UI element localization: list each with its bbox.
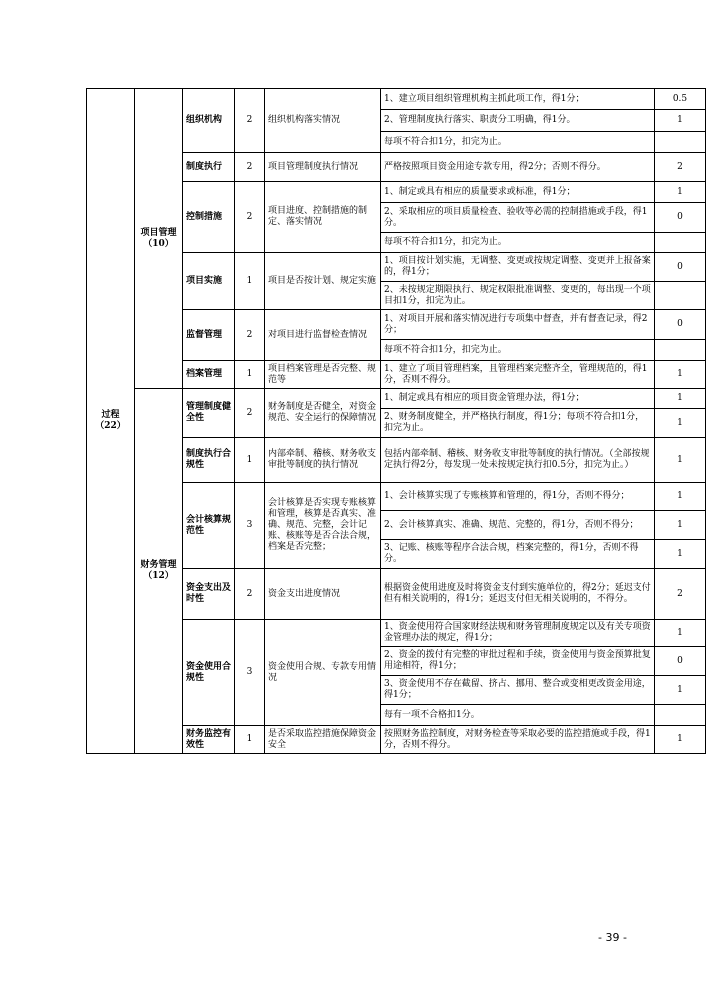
stage-label: 过程 bbox=[101, 410, 120, 420]
table-body bbox=[87, 89, 706, 754]
score-value: 1 bbox=[655, 182, 706, 203]
indicator-description: 是否采取监控措施保障资金安全 bbox=[265, 726, 381, 754]
score-value: 0 bbox=[655, 203, 706, 233]
score-value bbox=[655, 282, 706, 310]
criteria-text: 2、未按规定期限执行、规定权限批准调整、变更的，每出现一个项目扣1分，扣完为止。 bbox=[381, 282, 655, 310]
group-label-cell bbox=[135, 389, 183, 754]
score-value bbox=[655, 705, 706, 726]
indicator-description: 组织机构落实情况 bbox=[265, 89, 381, 153]
criteria-text: 包括内部牵制、稽核、财务收支审批等制度的执行情况。（全部按规定执行得2分，每发现一处未按规定执行扣0.5分，扣完为止。） bbox=[381, 438, 655, 483]
score-value: 1 bbox=[655, 438, 706, 483]
criteria-text: 1、建立了项目管理档案，且管理档案完整齐全，管理规范的，得1分，否则不得分。 bbox=[381, 361, 655, 389]
indicator-description: 资金使用合规、专款专用情况 bbox=[265, 620, 381, 726]
indicator-description: 项目进度、控制措施的制定、落实情况 bbox=[265, 182, 381, 253]
indicator-weight: 1 bbox=[235, 726, 265, 754]
indicator-description: 财务制度是否健全，对资金规范、安全运行的保障情况 bbox=[265, 389, 381, 438]
score-value: 1 bbox=[655, 361, 706, 389]
criteria-text: 2、管理制度执行落实、职责分工明确，得1分。 bbox=[381, 110, 655, 132]
criteria-text: 2、资金的拨付有完整的审批过程和手续，资金使用与资金预算批复用途相符，得1分； bbox=[381, 647, 655, 676]
indicator-weight: 1 bbox=[235, 438, 265, 483]
criteria-text: 3、记账、核账等程序合法合规，档案完整的，得1分，否则不得分。 bbox=[381, 540, 655, 569]
criteria-text: 2、财务制度健全，并严格执行制度，得1分；每项不符合扣1分，扣完为止。 bbox=[381, 409, 655, 438]
criteria-text: 1、资金使用符合国家财经法规和财务管理制度规定以及有关专项资金管理办法的规定，得1分； bbox=[381, 620, 655, 647]
score-value: 1 bbox=[655, 110, 706, 132]
criteria-text: 按照财务监控制度，对财务检查等采取必要的监控措施或手段，得1分，否则不得分。 bbox=[381, 726, 655, 754]
indicator-weight: 2 bbox=[235, 182, 265, 253]
criteria-text: 1、项目按计划实施，无调整、变更或按规定调整、变更并上报备案的，得1分； bbox=[381, 253, 655, 282]
score-value bbox=[655, 233, 706, 253]
indicator-description: 内部牵制、稽核、财务收支审批等制度的执行情况 bbox=[265, 438, 381, 483]
indicator-weight: 3 bbox=[235, 620, 265, 726]
criteria-text: 1、对项目开展和落实情况进行专项集中督查，并有督查记录，得2分； bbox=[381, 310, 655, 340]
indicator-name: 监督管理 bbox=[183, 310, 235, 361]
score-value: 1 bbox=[655, 726, 706, 754]
indicator-name: 制度执行 bbox=[183, 153, 235, 182]
score-value: 1 bbox=[655, 511, 706, 540]
score-value: 1 bbox=[655, 483, 706, 511]
indicator-weight: 1 bbox=[235, 253, 265, 310]
score-value: 1 bbox=[655, 409, 706, 438]
indicator-name: 资金使用合规性 bbox=[183, 620, 235, 726]
criteria-text: 每有一项不合格扣1分。 bbox=[381, 705, 655, 726]
indicator-weight: 2 bbox=[235, 389, 265, 438]
group-score: （10） bbox=[143, 238, 174, 249]
indicator-name: 会计核算规范性 bbox=[183, 483, 235, 569]
criteria-text: 2、采取相应的项目质量检查、验收等必需的控制措施或手段，得1分。 bbox=[381, 203, 655, 233]
score-value: 1 bbox=[655, 540, 706, 569]
indicator-description: 会计核算是否实现专账核算和管理，核算是否真实、准确、规范、完整，会计记账、核账等是否合法合规，档案是否完整； bbox=[265, 483, 381, 569]
indicator-name: 财务监控有效性 bbox=[183, 726, 235, 754]
criteria-text: 每项不符合扣1分，扣完为止。 bbox=[381, 132, 655, 153]
indicator-name: 资金支出及时性 bbox=[183, 569, 235, 620]
indicator-weight: 2 bbox=[235, 569, 265, 620]
table-row bbox=[87, 89, 706, 110]
group-score: （12） bbox=[143, 571, 174, 581]
score-value bbox=[655, 132, 706, 153]
table-row bbox=[87, 389, 706, 409]
indicator-name: 控制措施 bbox=[183, 182, 235, 253]
indicator-name: 制度执行合规性 bbox=[183, 438, 235, 483]
criteria-text: 每项不符合扣1分，扣完为止。 bbox=[381, 340, 655, 361]
score-value: 2 bbox=[655, 153, 706, 182]
criteria-text: 1、制定或具有相应的质量要求或标准，得1分； bbox=[381, 182, 655, 203]
indicator-weight: 2 bbox=[235, 310, 265, 361]
indicator-description: 资金支出进度情况 bbox=[265, 569, 381, 620]
indicator-name: 档案管理 bbox=[183, 361, 235, 389]
stage-score: （22） bbox=[95, 421, 126, 431]
criteria-text: 根据资金使用进度及时将资金支付到实施单位的，得2分；延迟支付但有相关说明的，得1分；延迟支付但无相关说明的，不得分。 bbox=[381, 569, 655, 620]
criteria-text: 1、制定或具有相应的项目资金管理办法，得1分； bbox=[381, 389, 655, 409]
indicator-name: 管理制度健全性 bbox=[183, 389, 235, 438]
score-value: 2 bbox=[655, 569, 706, 620]
group-label: 项目管理 bbox=[140, 227, 177, 238]
score-value: 1 bbox=[655, 389, 706, 409]
indicator-description: 项目是否按计划、规定实施 bbox=[265, 253, 381, 310]
evaluation-table bbox=[86, 88, 706, 754]
indicator-weight: 3 bbox=[235, 483, 265, 569]
criteria-text: 2、会计核算真实、准确、规范、完整的，得1分，否则不得分； bbox=[381, 511, 655, 540]
score-value: 0 bbox=[655, 310, 706, 340]
score-value: 1 bbox=[655, 676, 706, 705]
indicator-name: 组织机构 bbox=[183, 89, 235, 153]
group-label: 财务管理 bbox=[140, 560, 177, 570]
score-value: 0 bbox=[655, 253, 706, 282]
criteria-text: 1、建立项目组织管理机构主抓此项工作，得1分； bbox=[381, 89, 655, 110]
criteria-text: 严格按照项目资金用途专款专用，得2分；否则不得分。 bbox=[381, 153, 655, 182]
indicator-weight: 2 bbox=[235, 89, 265, 153]
indicator-weight: 2 bbox=[235, 153, 265, 182]
indicator-description: 项目管理制度执行情况 bbox=[265, 153, 381, 182]
indicator-weight: 1 bbox=[235, 361, 265, 389]
stage-label-cell bbox=[87, 89, 135, 754]
score-value: 0 bbox=[655, 647, 706, 676]
criteria-text: 3、资金使用不存在截留、挤占、挪用、整合或变相更改资金用途，得1分； bbox=[381, 676, 655, 705]
group-label-cell bbox=[135, 89, 183, 389]
indicator-description: 项目档案管理是否完整、规范等 bbox=[265, 361, 381, 389]
criteria-text: 1、会计核算实现了专账核算和管理的，得1分，否则不得分； bbox=[381, 483, 655, 511]
score-value: 0.5 bbox=[655, 89, 706, 110]
indicator-name: 项目实施 bbox=[183, 253, 235, 310]
page-number: - 39 - bbox=[598, 931, 627, 944]
score-value bbox=[655, 340, 706, 361]
indicator-description: 对项目进行监督检查情况 bbox=[265, 310, 381, 361]
score-value: 1 bbox=[655, 620, 706, 647]
criteria-text: 每项不符合扣1分，扣完为止。 bbox=[381, 233, 655, 253]
